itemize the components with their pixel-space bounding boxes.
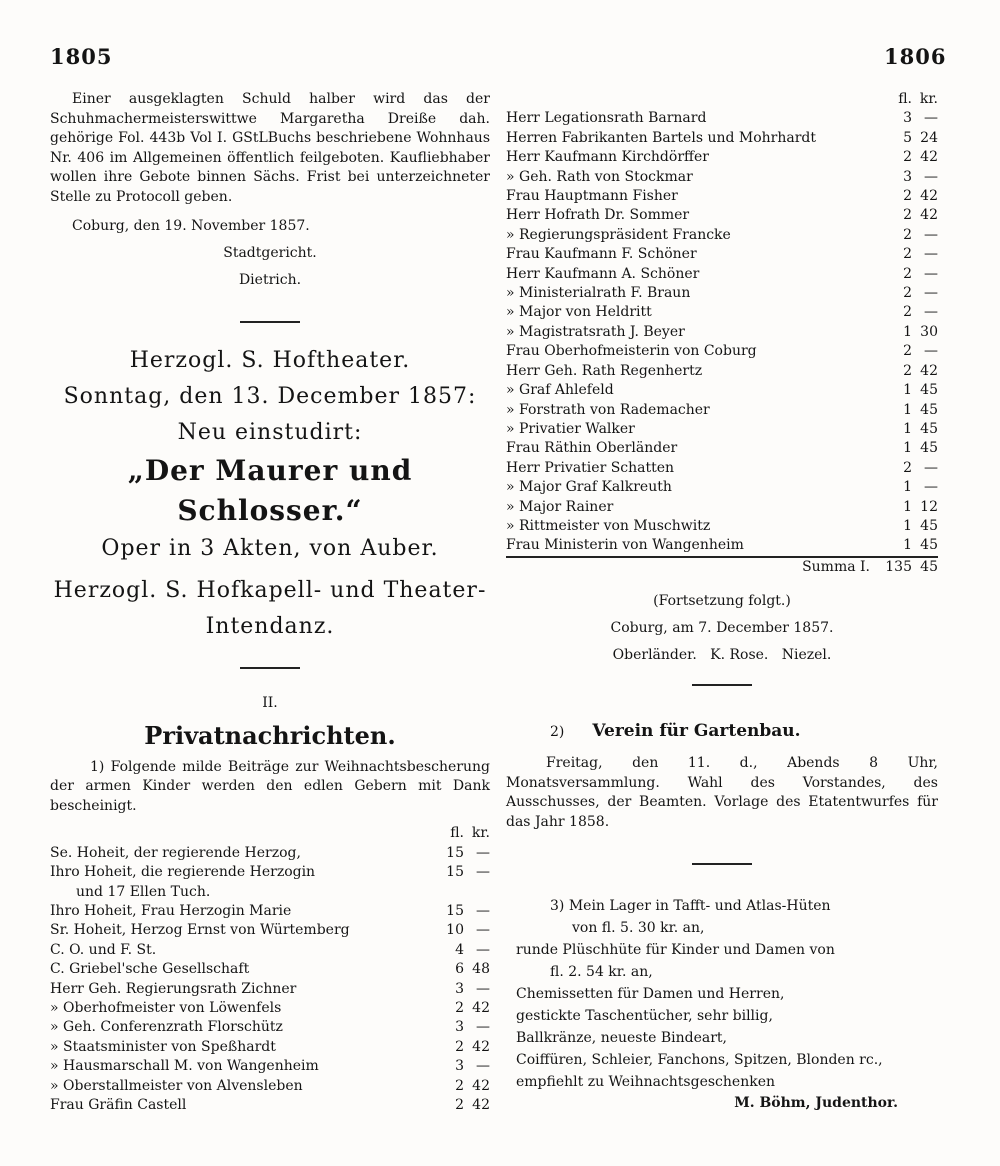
theater-title: Herzogl. S. Hoftheater. bbox=[129, 347, 411, 373]
donation-row bbox=[506, 187, 938, 206]
amount-kr: — bbox=[476, 941, 490, 958]
section-numeral: II. bbox=[262, 694, 278, 711]
donation-row bbox=[506, 401, 938, 420]
amount-fl: 3 bbox=[903, 110, 912, 127]
item2-number: 2) bbox=[550, 724, 565, 741]
amount-kr: — bbox=[924, 459, 938, 476]
theater-new: Neu einstudirt: bbox=[177, 419, 363, 445]
item3-line: fl. 2. 54 kr. an, bbox=[550, 963, 653, 980]
donations-intro: 1) Folgende milde Beiträge zur Weihnachtsbescherung der armen Kinder werden den edlen Gebern mit Dank bescheinigt. bbox=[50, 758, 490, 814]
donation-row bbox=[506, 303, 938, 322]
donor-name: Ihro Hoheit, die regierende Herzogin bbox=[50, 864, 316, 881]
donor-name: » Privatier Walker bbox=[506, 420, 635, 437]
donor-name: Frau Räthin Oberländer bbox=[506, 440, 678, 457]
amount-kr: — bbox=[476, 922, 490, 939]
right-column bbox=[506, 90, 938, 1114]
divider bbox=[692, 684, 752, 686]
item3-line: Ballkränze, neueste Bindeart, bbox=[516, 1029, 727, 1046]
amount-fl: 2 bbox=[903, 362, 912, 379]
donor-name: und 17 Ellen Tuch. bbox=[76, 883, 211, 900]
donation-row bbox=[50, 999, 490, 1018]
donor-name: Se. Hoheit, der regierende Herzog, bbox=[50, 844, 301, 861]
donor-name: Frau Ministerin von Wangenheim bbox=[506, 537, 744, 554]
donation-row bbox=[50, 902, 490, 921]
summa-row bbox=[506, 557, 938, 577]
amount-kr: 45 bbox=[920, 517, 938, 534]
amount-kr: — bbox=[476, 1058, 490, 1075]
donation-row bbox=[506, 148, 938, 167]
donor-name: Herr Hofrath Dr. Sommer bbox=[506, 207, 690, 224]
amount-kr: 45 bbox=[920, 382, 938, 399]
summa-kr: 45 bbox=[914, 557, 938, 577]
amount-fl: 1 bbox=[903, 401, 912, 418]
donor-name: Herr Geh. Rath Regenhertz bbox=[506, 362, 703, 379]
notice-signature: Dietrich. bbox=[238, 271, 302, 288]
amount-kr: 30 bbox=[920, 323, 938, 340]
donor-name: Frau Hauptmann Fisher bbox=[506, 188, 678, 205]
donor-name: » Ministerialrath F. Braun bbox=[506, 285, 691, 302]
donor-name: Herr Kaufmann Kirchdörffer bbox=[506, 149, 709, 166]
donation-row bbox=[506, 381, 938, 400]
signers: Oberländer. K. Rose. Niezel. bbox=[612, 647, 832, 664]
donation-row bbox=[506, 245, 938, 264]
donation-row bbox=[50, 960, 490, 979]
amount-fl: 1 bbox=[903, 537, 912, 554]
donor-name: » Staatsminister von Speßhardt bbox=[50, 1038, 276, 1055]
item2-text: Freitag, den 11. d., Abends 8 Uhr, Monatsversammlung. Wahl des Vorstandes, des Ausschusses, der Beamten. Vorlage des Etatentwurfes für das Jahr 1858. bbox=[506, 755, 938, 830]
donor-name: » Major Rainer bbox=[506, 498, 614, 515]
amount-fl: 2 bbox=[903, 246, 912, 263]
amount-kr: — bbox=[476, 1019, 490, 1036]
amount-fl: 4 bbox=[455, 941, 464, 958]
donation-row bbox=[506, 536, 938, 556]
summa-label: Summa I. bbox=[506, 557, 878, 577]
amount-kr: — bbox=[924, 168, 938, 185]
amount-kr: 45 bbox=[920, 401, 938, 418]
donor-name: » Regierungspräsident Francke bbox=[506, 226, 731, 243]
item3-line: runde Plüschhüte für Kinder und Damen von bbox=[516, 941, 835, 958]
amount-fl: 3 bbox=[455, 1058, 464, 1075]
amount-fl: 2 bbox=[903, 304, 912, 321]
donor-name: Frau Kaufmann F. Schöner bbox=[506, 246, 697, 263]
amount-fl bbox=[440, 883, 466, 902]
item3-line: gestickte Taschentücher, sehr billig, bbox=[516, 1007, 773, 1024]
amount-fl: 2 bbox=[903, 226, 912, 243]
theater-opera: Oper in 3 Akten, von Auber. bbox=[101, 535, 439, 561]
donation-row bbox=[50, 980, 490, 999]
amount-fl: 2 bbox=[455, 1097, 464, 1114]
divider bbox=[240, 667, 300, 669]
donor-name: » Forstrath von Rademacher bbox=[506, 401, 710, 418]
donation-row bbox=[50, 921, 490, 940]
donation-row bbox=[506, 129, 938, 148]
amount-kr: 42 bbox=[920, 362, 938, 379]
amount-fl: 1 bbox=[903, 323, 912, 340]
donor-name: » Oberstallmeister von Alvensleben bbox=[50, 1077, 303, 1094]
donation-row bbox=[506, 284, 938, 303]
donor-name: » Rittmeister von Muschwitz bbox=[506, 517, 711, 534]
amount-kr: — bbox=[924, 246, 938, 263]
amount-fl: 2 bbox=[903, 343, 912, 360]
page-number-left: 1805 bbox=[50, 44, 113, 69]
amount-fl: 15 bbox=[446, 844, 464, 861]
item2-heading bbox=[506, 718, 938, 744]
amount-kr: — bbox=[924, 285, 938, 302]
amount-kr: 45 bbox=[920, 440, 938, 457]
item3-signature: M. Böhm, Judenthor. bbox=[734, 1094, 898, 1111]
amount-kr: 42 bbox=[920, 188, 938, 205]
divider bbox=[240, 321, 300, 323]
donor-name: Frau Gräfin Castell bbox=[50, 1097, 187, 1114]
item3-line: 3) Mein Lager in Tafft- und Atlas-Hüten bbox=[550, 897, 831, 914]
amount-kr: — bbox=[924, 304, 938, 321]
amount-kr: 24 bbox=[920, 129, 938, 146]
amount-kr: — bbox=[924, 265, 938, 282]
amount-kr: 42 bbox=[472, 1097, 490, 1114]
donor-name: » Major von Heldritt bbox=[506, 304, 652, 321]
donation-row bbox=[506, 168, 938, 187]
amount-fl: 2 bbox=[903, 265, 912, 282]
donation-row bbox=[506, 439, 938, 458]
item3-line: Coiffüren, Schleier, Fanchons, Spitzen, Blonden rc., bbox=[516, 1051, 883, 1068]
theater-date: Sonntag, den 13. December 1857: bbox=[63, 383, 477, 409]
donor-name: » Geh. Conferenzrath Florschütz bbox=[50, 1019, 283, 1036]
amount-fl: 1 bbox=[903, 479, 912, 496]
continuation-note: (Fortsetzung folgt.) bbox=[653, 593, 791, 610]
donor-name: Herr Privatier Schatten bbox=[506, 459, 675, 476]
section-title: Privatnachrichten. bbox=[144, 720, 396, 750]
col-fl-label: fl. bbox=[450, 825, 464, 842]
amount-fl: 5 bbox=[903, 129, 912, 146]
donation-row bbox=[50, 844, 490, 863]
amount-kr: 45 bbox=[920, 420, 938, 437]
col-fl-label: fl. bbox=[898, 91, 912, 107]
amount-fl: 15 bbox=[446, 864, 464, 881]
amount-fl: 3 bbox=[455, 1019, 464, 1036]
donation-row bbox=[506, 206, 938, 225]
amount-kr: 12 bbox=[920, 498, 938, 515]
table-header bbox=[50, 824, 490, 843]
amount-fl: 1 bbox=[903, 498, 912, 515]
amount-fl: 2 bbox=[903, 459, 912, 476]
left-donations-table bbox=[50, 824, 490, 1115]
amount-fl: 2 bbox=[455, 1000, 464, 1016]
donor-name: Sr. Hoheit, Herzog Ernst von Würtemberg bbox=[50, 922, 350, 939]
donation-row bbox=[506, 478, 938, 497]
donation-row bbox=[50, 1057, 490, 1076]
amount-fl: 2 bbox=[903, 188, 912, 205]
donor-name: C. O. und F. St. bbox=[50, 941, 157, 958]
donation-row bbox=[50, 1018, 490, 1037]
notice-date: Coburg, den 19. November 1857. bbox=[72, 217, 310, 234]
amount-kr: — bbox=[924, 479, 938, 496]
col-kr-label: kr. bbox=[919, 91, 938, 107]
donation-row bbox=[506, 323, 938, 342]
donation-row bbox=[50, 863, 490, 882]
donor-name: » Graf Ahlefeld bbox=[506, 382, 614, 399]
donation-row bbox=[506, 459, 938, 478]
amount-kr: — bbox=[476, 864, 490, 881]
donation-row bbox=[506, 420, 938, 439]
donor-name: Ihro Hoheit, Frau Herzogin Marie bbox=[50, 902, 292, 919]
amount-fl: 10 bbox=[446, 922, 464, 939]
amount-fl: 3 bbox=[455, 980, 464, 997]
notice-text: Einer ausgeklagten Schuld halber wird das der Schuhmachermeisterswittwe Margaretha Dreiße dah. gehörige Fol. 443b Vol I. GStLBuchs beschriebene Wohnhaus Nr. 406 im Allgemeinen öffentlich feilgeboten. Kaufliebhaber wollen ihre Gebote binnen Sächs. Frist bei unterzeichneter Stelle zu Protocoll geben. bbox=[50, 91, 490, 205]
amount-kr: — bbox=[924, 226, 938, 243]
amount-fl: 1 bbox=[903, 382, 912, 399]
donation-row bbox=[50, 883, 490, 902]
theater-intendanz-1: Herzogl. S. Hofkapell- und Theater- bbox=[53, 577, 487, 603]
right-donations-table bbox=[506, 90, 938, 577]
amount-fl: 1 bbox=[903, 420, 912, 437]
donor-name: » Major Graf Kalkreuth bbox=[506, 479, 672, 496]
amount-kr: 42 bbox=[920, 207, 938, 224]
amount-fl: 2 bbox=[903, 207, 912, 224]
amount-fl: 2 bbox=[455, 1077, 464, 1094]
amount-kr: 45 bbox=[920, 537, 938, 554]
date-line: Coburg, am 7. December 1857. bbox=[610, 620, 834, 637]
donation-row bbox=[50, 941, 490, 960]
donation-row bbox=[506, 362, 938, 381]
donation-row bbox=[506, 342, 938, 361]
amount-fl: 6 bbox=[455, 961, 464, 978]
amount-fl: 1 bbox=[903, 517, 912, 534]
donor-name: » Hausmarschall M. von Wangenheim bbox=[50, 1058, 319, 1075]
item3-line: von fl. 5. 30 kr. an, bbox=[572, 919, 705, 936]
amount-kr: 42 bbox=[472, 1038, 490, 1055]
amount-kr: 48 bbox=[472, 961, 490, 978]
donor-name: Herr Legationsrath Barnard bbox=[506, 110, 707, 127]
amount-kr: — bbox=[476, 902, 490, 919]
item3-line: Chemissetten für Damen und Herren, bbox=[516, 985, 785, 1002]
donation-row bbox=[50, 1077, 490, 1096]
theater-intendanz-2: Intendanz. bbox=[205, 613, 335, 639]
theater-play: „Der Maurer und Schlosser.“ bbox=[127, 453, 413, 527]
col-kr-label: kr. bbox=[471, 825, 490, 842]
notice-authority: Stadtgericht. bbox=[223, 244, 317, 261]
summa-fl: 135 bbox=[878, 557, 914, 577]
donor-name: Herr Kaufmann A. Schöner bbox=[506, 265, 700, 282]
item3-line: empfiehlt zu Weihnachtsgeschenken bbox=[516, 1073, 775, 1090]
amount-kr: — bbox=[476, 980, 490, 997]
donation-row bbox=[506, 265, 938, 284]
item3-advertisement bbox=[506, 895, 938, 1093]
donor-name: Herren Fabrikanten Bartels und Mohrhardt bbox=[506, 129, 817, 146]
table-header bbox=[506, 90, 938, 109]
left-column bbox=[50, 90, 490, 1115]
amount-fl: 2 bbox=[903, 285, 912, 302]
amount-fl: 3 bbox=[903, 168, 912, 185]
page-number-right: 1806 bbox=[884, 44, 947, 69]
amount-kr: 42 bbox=[472, 1077, 490, 1094]
amount-kr: 42 bbox=[472, 1000, 490, 1016]
donor-name: » Oberhofmeister von Löwenfels bbox=[50, 1000, 282, 1016]
amount-kr: — bbox=[924, 110, 938, 127]
donation-row bbox=[506, 517, 938, 536]
donor-name: » Magistratsrath J. Beyer bbox=[506, 323, 685, 340]
item2-title: Verein für Gartenbau. bbox=[592, 721, 801, 742]
amount-kr: — bbox=[924, 343, 938, 360]
donation-row bbox=[506, 498, 938, 517]
divider bbox=[692, 863, 752, 865]
amount-kr bbox=[466, 883, 490, 902]
donation-row bbox=[50, 1038, 490, 1057]
amount-fl: 1 bbox=[903, 440, 912, 457]
donor-name: » Geh. Rath von Stockmar bbox=[506, 168, 693, 185]
donation-row bbox=[506, 226, 938, 245]
amount-fl: 2 bbox=[455, 1038, 464, 1055]
donor-name: Herr Geh. Regierungsrath Zichner bbox=[50, 980, 297, 997]
donor-name: Frau Oberhofmeisterin von Coburg bbox=[506, 343, 757, 360]
donor-name: C. Griebel'sche Gesellschaft bbox=[50, 961, 250, 978]
amount-fl: 15 bbox=[446, 902, 464, 919]
donation-row bbox=[506, 109, 938, 128]
donation-row bbox=[50, 1096, 490, 1115]
amount-kr: 42 bbox=[920, 149, 938, 166]
amount-fl: 2 bbox=[903, 149, 912, 166]
amount-kr: — bbox=[476, 844, 490, 861]
